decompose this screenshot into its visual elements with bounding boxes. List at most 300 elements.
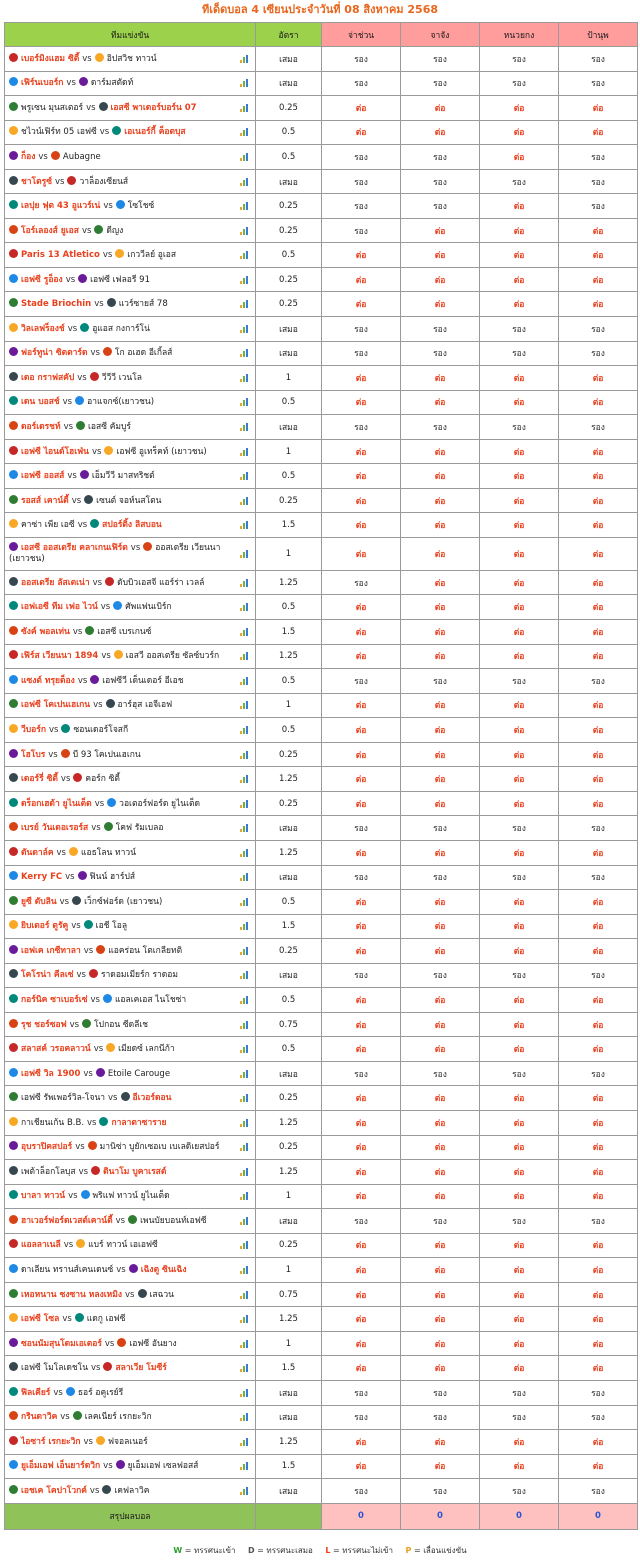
home-team-name[interactable]: Kerry FC <box>21 872 63 883</box>
table-row[interactable] <box>5 145 638 170</box>
table-row[interactable] <box>5 1430 638 1455</box>
match-cell[interactable] <box>5 669 256 694</box>
stats-chart-icon[interactable] <box>240 472 249 480</box>
away-team-name[interactable]: ธอร์ อคูเรย์รี <box>77 1387 124 1398</box>
stats-chart-icon[interactable] <box>240 947 249 955</box>
match-cell[interactable] <box>5 194 256 219</box>
stats-chart-icon[interactable] <box>240 579 249 587</box>
stats-chart-icon[interactable] <box>240 775 249 783</box>
match-cell[interactable] <box>5 988 256 1013</box>
table-row[interactable] <box>5 963 638 988</box>
table-row[interactable] <box>5 267 638 292</box>
table-row[interactable] <box>5 939 638 964</box>
match-cell[interactable] <box>5 1061 256 1086</box>
match-cell[interactable] <box>5 292 256 317</box>
match-cell[interactable] <box>5 742 256 767</box>
home-team-name[interactable]: วีบอร์ก <box>21 724 46 735</box>
home-team-name[interactable]: ซังค์ พอลเท่น <box>21 626 70 637</box>
table-row[interactable] <box>5 742 638 767</box>
home-team-name[interactable]: เอฟซี รัพเพอร์วิล-โจนา <box>21 1093 106 1104</box>
table-row[interactable] <box>5 169 638 194</box>
stats-chart-icon[interactable] <box>240 701 249 709</box>
away-team-name[interactable]: เกววีลย์ อูเอส <box>127 250 177 261</box>
table-row[interactable] <box>5 390 638 415</box>
stats-chart-icon[interactable] <box>240 374 249 382</box>
away-team-name[interactable]: ยูเอ็มเอฟ เซลฟอสส์ <box>127 1461 199 1472</box>
match-cell[interactable] <box>5 890 256 915</box>
away-team-name[interactable]: โก อเฮด อีเกิ้ลส์ <box>114 348 173 359</box>
table-row[interactable] <box>5 71 638 96</box>
away-team-name[interactable]: ฟจอลเนอร์ <box>108 1436 148 1447</box>
home-team-name[interactable]: โคโรน่า คีลเซ่ <box>21 970 74 981</box>
stats-chart-icon[interactable] <box>240 521 249 529</box>
stats-chart-icon[interactable] <box>240 1389 249 1397</box>
table-row[interactable] <box>5 537 638 570</box>
table-row[interactable] <box>5 865 638 890</box>
stats-chart-icon[interactable] <box>240 751 249 759</box>
stats-chart-icon[interactable] <box>240 628 249 636</box>
stats-chart-icon[interactable] <box>240 1070 249 1078</box>
away-team-name[interactable]: แบร์ ทาวน์ เอเอฟซี <box>88 1240 158 1251</box>
away-team-name[interactable]: ศัพแฟนเบิร์ก <box>125 602 172 613</box>
table-row[interactable] <box>5 341 638 366</box>
away-team-name[interactable]: โปกอน ซีดลีเช <box>94 1019 149 1030</box>
table-row[interactable] <box>5 1331 638 1356</box>
expert-3-pick: ต่อ <box>480 488 559 513</box>
away-team-name[interactable]: สลาเวีย โมซีร์ <box>115 1363 167 1374</box>
away-team-name[interactable]: เว็กซ์ฟอร์ด (เยาวชน) <box>84 896 163 907</box>
home-team-name[interactable]: ฮาเวอร์ฟอร์ดเวสต์เคาน์ตี้ <box>21 1215 113 1226</box>
stats-chart-icon[interactable] <box>240 898 249 906</box>
home-team-name[interactable]: เบรย์ วันเดอเรอร์ส <box>21 823 89 834</box>
match-cell[interactable] <box>5 120 256 145</box>
table-row[interactable] <box>5 366 638 391</box>
match-cell[interactable] <box>5 1135 256 1160</box>
away-team-name[interactable]: แวร์ซายส์ 78 <box>118 299 168 310</box>
table-row[interactable] <box>5 1380 638 1405</box>
home-team-name[interactable]: เอฟเอซี ทีม เฟอ ไวน์ <box>21 602 98 613</box>
table-row[interactable] <box>5 718 638 743</box>
away-team-name[interactable]: เอชี โอลู <box>95 921 128 932</box>
away-team-name[interactable]: เมียดซ์ เลกนีก้า <box>118 1044 175 1055</box>
away-team-name[interactable]: เอฟซี อันยาง <box>129 1338 177 1349</box>
stats-chart-icon[interactable] <box>240 550 249 558</box>
home-team-name[interactable]: ยิบเดอร์ ตูรัคู <box>21 921 69 932</box>
home-team-name[interactable]: เฟิร์ส เวียนนา 1894 <box>21 651 99 662</box>
match-cell[interactable] <box>5 366 256 391</box>
table-row[interactable] <box>5 1282 638 1307</box>
stats-chart-icon[interactable] <box>240 1217 249 1225</box>
away-team-name[interactable]: เฉิงตู ซินเฉิง <box>140 1265 187 1276</box>
away-team-name[interactable]: ออสเตรีย เวียนนา (เยาวชน) <box>9 543 221 565</box>
stats-chart-icon[interactable] <box>240 1364 249 1372</box>
home-team-name[interactable]: เดอร์รี่ ซิตี้ <box>21 774 58 785</box>
home-team-name[interactable]: เหอหนาน ซงซาน หลงเหมิง <box>21 1289 123 1300</box>
home-team-name[interactable]: โอร์เลองส์ ยูเอส <box>21 225 79 236</box>
home-team-name[interactable]: เอฟซี ออสส์ <box>21 471 65 482</box>
stats-chart-icon[interactable] <box>240 202 249 210</box>
home-team-name[interactable]: รอสส์ เคาน์ตี้ <box>21 495 69 506</box>
match-cell[interactable] <box>5 145 256 170</box>
table-row[interactable] <box>5 96 638 121</box>
home-team-name[interactable]: ฟอร์ทูน่า ซิตตาร์ด <box>21 348 88 359</box>
match-cell[interactable] <box>5 1430 256 1455</box>
away-team-name[interactable]: Etoile Carouge <box>107 1068 171 1079</box>
away-team-name[interactable]: ราดอมเมียร์ก ราดอม <box>100 970 179 981</box>
stats-chart-icon[interactable] <box>240 1094 249 1102</box>
match-cell[interactable] <box>5 718 256 743</box>
stats-chart-icon[interactable] <box>240 104 249 112</box>
match-cell[interactable] <box>5 96 256 121</box>
home-team-name[interactable]: ดอร์เดรชท์ <box>21 421 61 432</box>
table-row[interactable] <box>5 1037 638 1062</box>
home-team-name[interactable]: ฟิลเคียร์ <box>21 1387 51 1398</box>
home-team-name[interactable]: ซอนนัมสุนโดมเอเตอร์ <box>21 1338 102 1349</box>
stats-chart-icon[interactable] <box>240 677 249 685</box>
away-team-name[interactable]: ดินาโม บูคาเรสต์ <box>103 1166 167 1177</box>
match-cell[interactable] <box>5 488 256 513</box>
table-row[interactable] <box>5 1184 638 1209</box>
table-row[interactable] <box>5 595 638 620</box>
away-team-name[interactable]: ซอนเดอร์โจสกี <box>73 724 129 735</box>
table-row[interactable] <box>5 47 638 72</box>
match-cell[interactable] <box>5 570 256 595</box>
stats-chart-icon[interactable] <box>240 1438 249 1446</box>
stats-chart-icon[interactable] <box>240 1192 249 1200</box>
stats-chart-icon[interactable] <box>240 300 249 308</box>
away-team-name[interactable]: แดกู เอฟซี <box>86 1314 126 1325</box>
stats-chart-icon[interactable] <box>240 1143 249 1151</box>
table-row[interactable] <box>5 1110 638 1135</box>
home-team-name[interactable]: ไอซาร์ เรกยะวิก <box>21 1436 81 1447</box>
away-team-name[interactable]: เพนบัยบอนท์เอฟซี <box>140 1215 207 1226</box>
stats-chart-icon[interactable] <box>240 1340 249 1348</box>
match-cell[interactable] <box>5 620 256 645</box>
away-team-name[interactable]: อูแอส กงการ์โน่ <box>92 323 150 334</box>
away-team-name[interactable]: แอธโลน ทาวน์ <box>81 847 137 858</box>
home-team-name[interactable]: บาลา ทาวน์ <box>21 1191 66 1202</box>
away-team-name[interactable]: เอ็มวีวี มาสทริชต์ <box>91 471 155 482</box>
stats-chart-icon[interactable] <box>240 276 249 284</box>
stats-chart-icon[interactable] <box>240 55 249 63</box>
table-row[interactable] <box>5 1209 638 1234</box>
stats-chart-icon[interactable] <box>240 325 249 333</box>
home-team-name[interactable]: เพต้าล็อกโลบุส <box>21 1166 76 1177</box>
match-cell[interactable] <box>5 595 256 620</box>
table-row[interactable] <box>5 243 638 268</box>
away-team-logo-icon <box>103 1362 112 1371</box>
away-team-name[interactable]: กาลาตาซาราย <box>111 1117 167 1128</box>
match-cell[interactable] <box>5 1160 256 1185</box>
match-cell[interactable] <box>5 1012 256 1037</box>
home-team-name[interactable]: ชไวน์เฟิร์ท 05 เอฟซี <box>21 127 97 138</box>
table-row[interactable] <box>5 669 638 694</box>
table-row[interactable] <box>5 317 638 342</box>
home-team-name[interactable]: พรูเซน มุนสเตอร์ <box>21 102 84 113</box>
home-team-name[interactable]: Stade Briochin <box>21 299 92 310</box>
stats-chart-icon[interactable] <box>240 153 249 161</box>
home-team-name[interactable]: แอลลาเนลี <box>21 1240 61 1251</box>
match-cell[interactable] <box>5 1331 256 1356</box>
expert-2-pick: ต่อ <box>401 570 480 595</box>
away-team-name[interactable]: เอเนอร์กี้ ค็อตบุส <box>124 127 186 138</box>
home-team-name[interactable]: เฟิร์นเบอร์ก <box>21 78 64 89</box>
away-team-name[interactable]: มานิซ่า บูยักเซอเบ เบเลดิเยสปอร์ <box>99 1142 220 1153</box>
home-team-name[interactable]: กรินดาวิค <box>21 1412 58 1423</box>
match-cell[interactable] <box>5 1110 256 1135</box>
home-team-name[interactable]: เดอ กราฟสคัป <box>21 372 75 383</box>
table-row[interactable] <box>5 1454 638 1479</box>
stats-chart-icon[interactable] <box>240 996 249 1004</box>
home-team-name[interactable]: ดันดาล์ค <box>21 847 54 858</box>
home-team-name[interactable]: ยูเอ็มเอฟ เอ็นยาร์ดวิก <box>21 1461 101 1472</box>
stats-chart-icon[interactable] <box>240 178 249 186</box>
stats-chart-icon[interactable] <box>240 497 249 505</box>
home-team-name[interactable]: สลาสค์ วรอคลาวน์ <box>21 1044 91 1055</box>
stats-chart-icon[interactable] <box>240 1119 249 1127</box>
stats-chart-icon[interactable] <box>240 1045 249 1053</box>
away-team-name[interactable]: ฟินน์ ฮาร์ปส์ <box>89 872 136 883</box>
stats-chart-icon[interactable] <box>240 603 249 611</box>
away-team-name[interactable]: เสฉวน <box>149 1289 174 1300</box>
table-row[interactable] <box>5 840 638 865</box>
away-team-name[interactable]: ดาร์มสตัดท์ <box>90 78 134 89</box>
away-team-name[interactable]: เอฟซี อูเทร็คท์ (เยาวชน) <box>116 446 207 457</box>
match-cell[interactable] <box>5 71 256 96</box>
away-team-name[interactable]: วีวีวี เวนโล <box>101 372 143 383</box>
away-team-name[interactable]: อาร์ฮุส เอจีเอฟ <box>117 700 173 711</box>
home-team-name[interactable]: Paris 13 Atletico <box>21 250 100 261</box>
home-team-name[interactable]: แซงต์ ทรุยด็อง <box>21 675 75 686</box>
match-cell[interactable] <box>5 914 256 939</box>
home-team-name[interactable]: เดน บอสช์ <box>21 397 60 408</box>
table-row[interactable] <box>5 1135 638 1160</box>
match-cell[interactable] <box>5 439 256 464</box>
away-team-name[interactable]: เอฟซีวี เด็นเดอร์ อีเอช <box>102 675 184 686</box>
match-cell[interactable] <box>5 341 256 366</box>
home-team-name[interactable]: กาเชียนเก้น B.B. <box>21 1117 85 1128</box>
table-row[interactable] <box>5 1061 638 1086</box>
away-team-name[interactable]: อิปสวิช ทาวน์ <box>106 53 157 64</box>
table-row[interactable] <box>5 488 638 513</box>
table-row[interactable] <box>5 194 638 219</box>
match-cell[interactable] <box>5 1258 256 1283</box>
away-team-name[interactable]: เอฟซี เฟลอรี 91 <box>90 274 150 285</box>
stats-chart-icon[interactable] <box>240 1291 249 1299</box>
home-team-name[interactable]: ก็อง <box>21 151 36 162</box>
stats-chart-icon[interactable] <box>240 349 249 357</box>
away-team-name[interactable]: โซโชซ์ <box>127 201 155 212</box>
match-cell[interactable] <box>5 317 256 342</box>
away-team-name[interactable]: แอคร่อน โตเกลียทติ <box>108 945 183 956</box>
stats-chart-icon[interactable] <box>240 800 249 808</box>
table-row[interactable] <box>5 120 638 145</box>
match-cell[interactable] <box>5 513 256 538</box>
match-cell[interactable] <box>5 1405 256 1430</box>
away-team-name[interactable]: เคฟลาวิค <box>114 1485 150 1496</box>
away-team-name[interactable]: เลคเนียร์ เรกยะวิก <box>84 1412 152 1423</box>
stats-chart-icon[interactable] <box>240 1413 249 1421</box>
match-cell[interactable] <box>5 1454 256 1479</box>
home-team-name[interactable]: เอฟซี วิล 1900 <box>21 1068 81 1079</box>
stats-chart-icon[interactable] <box>240 1462 249 1470</box>
stats-chart-icon[interactable] <box>240 922 249 930</box>
stats-chart-icon[interactable] <box>240 79 249 87</box>
table-row[interactable] <box>5 644 638 669</box>
table-row[interactable] <box>5 1012 638 1037</box>
home-team-name[interactable]: วิลเลฟร็องช์ <box>21 323 65 334</box>
table-row[interactable] <box>5 988 638 1013</box>
table-row[interactable] <box>5 1405 638 1430</box>
home-team-name[interactable]: เอฟซี โซล <box>21 1314 60 1325</box>
home-team-name[interactable]: เอฟซี ไอนด์โฮเฟ่น <box>21 446 89 457</box>
away-team-name[interactable]: อีเวอร์ดอน <box>132 1093 172 1104</box>
match-cell[interactable] <box>5 1086 256 1111</box>
away-team-name[interactable]: เอสวี ออสเตรีย ซัลซ์บวร์ก <box>125 651 220 662</box>
stats-chart-icon[interactable] <box>240 128 249 136</box>
stats-chart-icon[interactable] <box>240 873 249 881</box>
match-cell[interactable] <box>5 1184 256 1209</box>
stats-chart-icon[interactable] <box>240 849 249 857</box>
table-row[interactable] <box>5 570 638 595</box>
home-team-name[interactable]: คาซ่า เพีย เอซี <box>21 520 75 531</box>
stats-chart-icon[interactable] <box>240 423 249 431</box>
stats-chart-icon[interactable] <box>240 1315 249 1323</box>
table-row[interactable] <box>5 1479 638 1504</box>
stats-chart-icon[interactable] <box>240 652 249 660</box>
away-team-name[interactable]: วาล็องเซียนส์ <box>79 176 129 187</box>
home-team-name[interactable]: โฮโบร <box>21 749 46 760</box>
match-cell[interactable] <box>5 1037 256 1062</box>
stats-chart-icon[interactable] <box>240 448 249 456</box>
away-team-name[interactable]: Aubagne <box>62 151 101 162</box>
match-cell[interactable] <box>5 767 256 792</box>
table-row[interactable] <box>5 1086 638 1111</box>
home-team-name[interactable]: อุบราปิคสปอร์ <box>21 1142 73 1153</box>
match-cell[interactable] <box>5 218 256 243</box>
match-cell[interactable] <box>5 1479 256 1504</box>
home-team-name[interactable]: เอฟเค เกซีทาลา <box>21 945 81 956</box>
match-cell[interactable] <box>5 963 256 988</box>
match-cell[interactable] <box>5 464 256 489</box>
table-row[interactable] <box>5 890 638 915</box>
table-row[interactable] <box>5 439 638 464</box>
stats-chart-icon[interactable] <box>240 227 249 235</box>
stats-chart-icon[interactable] <box>240 824 249 832</box>
table-row[interactable] <box>5 620 638 645</box>
away-team-name[interactable]: พริแฟ ทาวน์ ยูไนเต็ด <box>92 1191 170 1202</box>
away-team-name[interactable]: บี 93 โคเปนเฮเกน <box>72 749 141 760</box>
home-team-name[interactable]: ดร็อกเฮด้า ยูไนเต็ด <box>21 798 92 809</box>
table-row[interactable] <box>5 1258 638 1283</box>
table-row[interactable] <box>5 791 638 816</box>
away-team-name[interactable]: อาแจกซ์(เยาวชน) <box>87 397 155 408</box>
table-row[interactable] <box>5 914 638 939</box>
stats-chart-icon[interactable] <box>240 726 249 734</box>
table-row[interactable] <box>5 415 638 440</box>
home-team-name[interactable]: ออสเตรีย ลัสเตเน่า <box>21 577 90 588</box>
match-cell[interactable] <box>5 1307 256 1332</box>
table-row[interactable] <box>5 1307 638 1332</box>
match-cell[interactable] <box>5 1282 256 1307</box>
home-team-name[interactable]: ดาเลียน ทรานส์เคนเดนซ์ <box>21 1265 114 1276</box>
match-cell[interactable] <box>5 644 256 669</box>
match-cell[interactable] <box>5 169 256 194</box>
match-cell[interactable] <box>5 693 256 718</box>
home-team-name[interactable]: เลปุย ฟุต 43 อูแวร์เน่ <box>21 201 101 212</box>
match-cell[interactable] <box>5 1233 256 1258</box>
table-row[interactable] <box>5 464 638 489</box>
table-row[interactable] <box>5 816 638 841</box>
stats-chart-icon[interactable] <box>240 1168 249 1176</box>
summary-row <box>5 1503 638 1529</box>
match-cell[interactable] <box>5 1209 256 1234</box>
away-team-name[interactable]: แอลเคเอส ไนโชซ่า <box>114 995 187 1005</box>
home-team-name[interactable]: เอฟซี รูอ็อง <box>21 274 63 285</box>
home-team-name[interactable]: เอฟซี โมโลเดชโน <box>21 1363 89 1374</box>
match-cell[interactable] <box>5 1356 256 1381</box>
home-team-name[interactable]: ยูซี ดับลิน <box>21 896 57 907</box>
away-team-name[interactable]: คอร์ก ซิตี้ <box>85 774 120 785</box>
away-team-name[interactable]: เอสซี คัมบูร์ <box>88 421 131 432</box>
match-cell[interactable] <box>5 865 256 890</box>
stats-chart-icon[interactable] <box>240 1266 249 1274</box>
away-team-name[interactable]: สปอร์ติ้ง ลิสบอน <box>102 520 162 531</box>
table-row[interactable] <box>5 1160 638 1185</box>
match-cell[interactable] <box>5 390 256 415</box>
match-cell[interactable] <box>5 537 256 570</box>
stats-chart-icon[interactable] <box>240 251 249 259</box>
table-row[interactable] <box>5 513 638 538</box>
stats-chart-icon[interactable] <box>240 971 249 979</box>
away-team-name[interactable]: โคฟ รัมเบลอ <box>115 823 164 834</box>
home-team-name[interactable]: เอฟซี โคเปนเฮเกน <box>21 700 91 711</box>
stats-chart-icon[interactable] <box>240 398 249 406</box>
away-team-name[interactable]: วอเตอร์ฟอร์ด ยูไนเต็ด <box>119 798 201 809</box>
table-row[interactable] <box>5 292 638 317</box>
table-row[interactable] <box>5 1233 638 1258</box>
home-team-name[interactable]: เอชเค โคปาโวกค์ <box>21 1485 87 1496</box>
expert-3-pick: ต่อ <box>480 644 559 669</box>
away-team-name[interactable]: ดับบิวเอสจี แอร์ร่า เวลล์ <box>117 577 205 588</box>
home-team-name[interactable]: กอร์นิค ซาเบอร์เซ่ <box>21 995 88 1005</box>
match-cell[interactable] <box>5 791 256 816</box>
home-team-name[interactable]: รุช ชอร์ซอฟ <box>21 1019 67 1030</box>
match-cell[interactable] <box>5 939 256 964</box>
home-team-name[interactable]: เอสซี ออสเตรีย คลาเกนเฟิร์ต <box>21 543 128 554</box>
stats-chart-icon[interactable] <box>240 1241 249 1249</box>
match-cell[interactable] <box>5 415 256 440</box>
table-row[interactable] <box>5 767 638 792</box>
home-team-name[interactable]: เบอร์มิงแฮม ซิตี้ <box>21 53 80 64</box>
away-team-name[interactable]: เอสซี พาเดอร์บอร์น 07 <box>110 102 197 113</box>
match-cell[interactable] <box>5 840 256 865</box>
match-cell[interactable] <box>5 816 256 841</box>
table-row[interactable] <box>5 218 638 243</box>
away-team-name[interactable]: เอสซี เบรเกนซ์ <box>97 626 152 637</box>
match-cell[interactable] <box>5 47 256 72</box>
away-team-name[interactable]: เซนต์ จอห์นสโตน <box>96 495 162 506</box>
table-row[interactable] <box>5 1356 638 1381</box>
match-cell[interactable] <box>5 267 256 292</box>
match-cell[interactable] <box>5 1380 256 1405</box>
stats-chart-icon[interactable] <box>240 1021 249 1029</box>
home-team-name[interactable]: ชาโตรูซ์ <box>21 176 52 187</box>
table-row[interactable] <box>5 693 638 718</box>
stats-chart-icon[interactable] <box>240 1487 249 1495</box>
match-cell[interactable] <box>5 243 256 268</box>
away-team-name[interactable]: ดีญง <box>106 225 124 236</box>
